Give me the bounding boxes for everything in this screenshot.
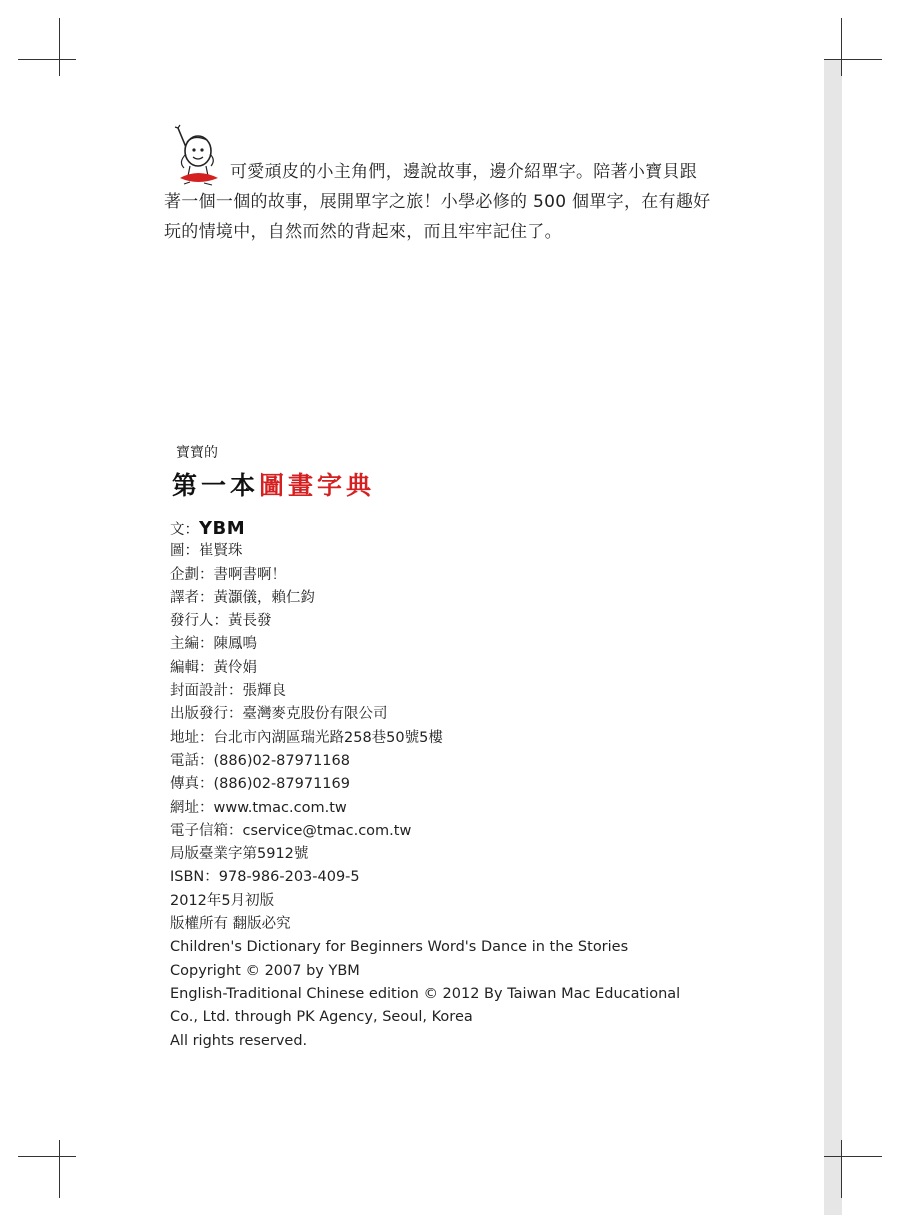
intro-paragraph xyxy=(164,157,744,247)
intro-line: 玩的情境中，自然而然的背起來，而且牢牢記住了。 xyxy=(164,222,562,242)
credit-line: 地址：台北市內湖區瑞光路258巷50號5樓 xyxy=(170,729,443,746)
credit-line: 發行人：黃長發 xyxy=(170,613,272,630)
credit-line: 局版臺業字第5912號 xyxy=(170,846,309,863)
crop-mark xyxy=(59,1140,60,1198)
crop-mark xyxy=(18,59,76,60)
credit-line: Children's Dictionary for Beginners Word's Dance in the Stories xyxy=(170,939,629,956)
book-title xyxy=(172,466,375,502)
credit-line: 傳真：(886)02-87971169 xyxy=(170,776,350,793)
crop-mark xyxy=(841,1140,842,1198)
ybm-logo-text: YBM xyxy=(199,518,246,539)
credit-line: 版權所有 翻版必究 xyxy=(170,916,291,933)
credit-line: English-Traditional Chinese edition © 2012 By Taiwan Mac Educational xyxy=(170,985,681,1002)
book-title-red: 圖畫字典 xyxy=(259,471,376,500)
credit-line: 主編：陳鳳鳴 xyxy=(170,636,257,653)
credit-line: 2012年5月初版 xyxy=(170,892,275,909)
credit-line: 編輯：黃伶娟 xyxy=(170,659,257,676)
book-subtitle: 寶寶的 xyxy=(176,445,218,461)
credit-line: All rights reserved. xyxy=(170,1032,308,1049)
credit-line: 電話：(886)02-87971168 xyxy=(170,752,350,769)
credit-line: 封面設計：張輝良 xyxy=(170,683,286,700)
credit-line: 譯者：黃灝儀，賴仁鈞 xyxy=(170,589,315,606)
crop-mark xyxy=(824,1156,882,1157)
credit-line: 圖：崔賢珠 xyxy=(170,543,243,560)
credit-line: Copyright © 2007 by YBM xyxy=(170,962,360,979)
page-gutter xyxy=(824,60,842,1215)
crop-mark xyxy=(824,59,882,60)
crop-mark xyxy=(841,18,842,76)
credit-line: Co., Ltd. through PK Agency, Seoul, Korea xyxy=(170,1009,473,1026)
credit-line: 網址：www.tmac.com.tw xyxy=(170,799,347,816)
crop-mark xyxy=(18,1156,76,1157)
book-title-dark: 第一本 xyxy=(172,471,260,500)
intro-line: 可愛頑皮的小主角們，邊說故事，邊介紹單字。陪著小寶貝跟 xyxy=(230,162,698,182)
credit-label: 文： xyxy=(170,522,199,538)
intro-line: 著一個一個的故事，展開單字之旅！小學必修的 500 個單字，在有趣好 xyxy=(164,192,711,212)
credit-line: 出版發行：臺灣麥克股份有限公司 xyxy=(170,706,388,723)
crop-mark xyxy=(59,18,60,76)
credits-block xyxy=(170,517,680,1053)
credit-line: 電子信箱：cservice@tmac.com.tw xyxy=(170,822,412,839)
credit-line: ISBN：978-986-203-409-5 xyxy=(170,869,360,886)
credit-line: 企劃：書啊書啊！ xyxy=(170,566,286,583)
credit-line-author xyxy=(170,517,680,540)
